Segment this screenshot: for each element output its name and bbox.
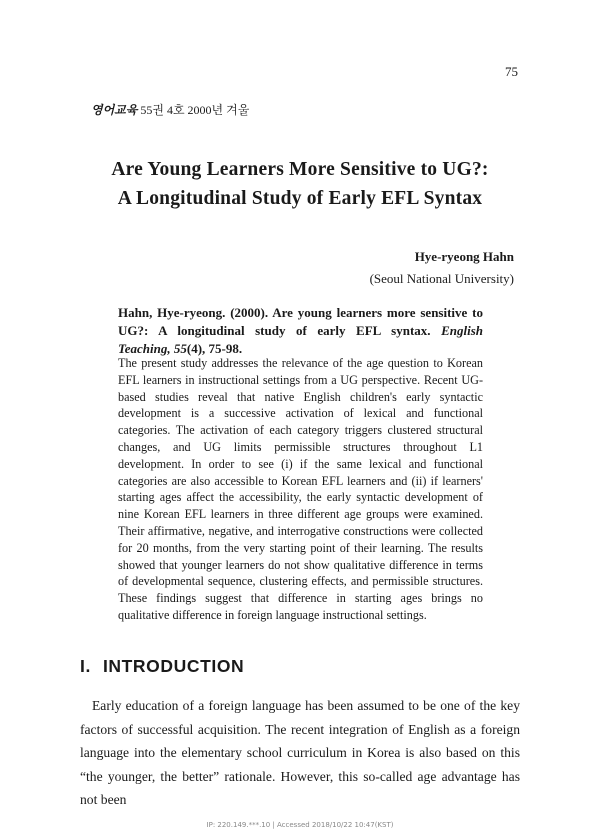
citation-journal: English <box>441 323 483 338</box>
section-number: I. <box>80 656 91 676</box>
title-line-1: Are Young Learners More Sensitive to UG?: <box>111 159 489 180</box>
section-heading <box>80 656 244 677</box>
journal-name: 영어교육 <box>91 103 138 117</box>
journal-header <box>91 101 249 118</box>
author-name: Hye-ryeong Hahn <box>414 249 514 264</box>
abstract: The present study addresses the relevance of the age question to Korean EFL learners in instructional settings from a UG perspective. Recent UG-based studies reveal that native English children's early syntactic development is a successive activation of lexical and functional categories. The activation of each category triggers clustered structural changes, and UG limits permissible structures throughout L1 development. In order to see (i) if the same lexical and functional categories are also accessible to Korean EFL learners and (ii) if learners' starting ages affect the accessibility, the early syntactic development of nine Korean EFL learners in three different age groups were examined. Their affirmative, negative, and interrogative constructions were collected for 20 months, from the very starting point of their learning. The results showed that younger learners do not show qualitative difference in terms of developmental sequence, clustering effects, and permissible structures. These findings suggest that difference in starting ages brings no qualitative difference in foreign language instructional settings. <box>118 356 483 622</box>
citation <box>118 304 483 358</box>
body-paragraph: Early education of a foreign language has been assumed to be one of the key factors of successful acquisition. The recent integration of English as a foreign language into the elementary school curriculum in Korea is also based on this “the younger, the better” rationale. However, this so-called age advantage has not been <box>80 698 520 807</box>
author-block <box>370 246 514 290</box>
citation-line-2 <box>118 322 483 340</box>
access-footer: IP: 220.149.***.10 | Accessed 2018/10/22 10:47(KST) <box>206 821 394 829</box>
paper-title <box>60 155 540 213</box>
citation-pages: (4), 75-98. <box>186 341 243 356</box>
page-number: 75 <box>505 64 518 79</box>
author-affiliation: (Seoul National University) <box>369 271 514 286</box>
citation-line-1: Hahn, Hye-ryeong. (2000). Are young learners more sensitive to <box>118 305 483 320</box>
citation-line-3 <box>118 341 242 356</box>
section-title: INTRODUCTION <box>102 656 245 676</box>
journal-issue: 55권 4호 2000년 겨울 <box>137 103 250 117</box>
title-line-2: A Longitudinal Study of Early EFL Syntax <box>117 188 483 209</box>
citation-title-rest: UG?: A longitudinal study of early EFL syntax. <box>118 323 442 338</box>
citation-journal-volume: Teaching, 55 <box>118 341 187 356</box>
